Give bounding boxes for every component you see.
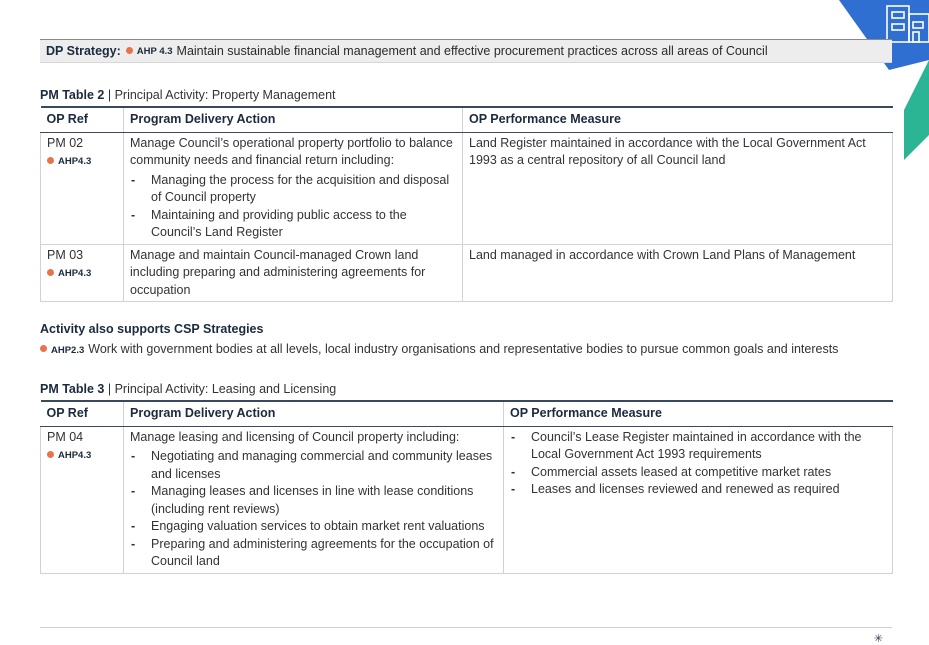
- ref-code: [47, 153, 117, 171]
- table-property-management: [40, 106, 893, 302]
- ref-code-text: AHP4.3: [58, 450, 92, 461]
- list-item: - Leases and licenses reviewed and renewed as required: [510, 481, 886, 499]
- ref-code: [47, 265, 117, 283]
- bullet-dot-icon: [47, 157, 54, 164]
- action-bullets: [130, 172, 456, 242]
- list-item: - Engaging valuation services to obtain market rent valuations: [130, 518, 497, 536]
- bullet-dot-icon: [126, 47, 133, 54]
- table2-subtitle: | Principal Activity: Property Management: [107, 88, 336, 102]
- header-op-performance-measure: OP Performance Measure: [504, 401, 893, 426]
- ref-code-text: AHP4.3: [58, 156, 92, 167]
- table-row: [41, 426, 893, 573]
- bullet-dot-icon: [40, 345, 47, 352]
- ref-code: [47, 447, 117, 465]
- table-row: [41, 244, 893, 302]
- header-op-ref: OP Ref: [41, 107, 124, 132]
- list-item: - Managing the process for the acquisition and disposal of Council property: [130, 172, 456, 207]
- csp-strategy-line: [40, 342, 838, 356]
- header-program-delivery-action: Program Delivery Action: [124, 401, 504, 426]
- table-row: [41, 132, 893, 244]
- measure-bullets: [510, 429, 886, 499]
- table2-caption: [40, 88, 336, 102]
- table-leasing-licensing: [40, 400, 893, 574]
- list-item: - Negotiating and managing commercial and community leases and licenses: [130, 448, 497, 483]
- list-item: - Commercial assets leased at competitive market rates: [510, 464, 886, 482]
- table3-subtitle: | Principal Activity: Leasing and Licensing: [107, 382, 337, 396]
- op-ref: PM 04: [47, 429, 84, 444]
- dp-strategy-label: DP Strategy:: [46, 44, 121, 58]
- csp-strategy-text: Work with government bodies at all levels, local industry organisations and representative bodies to pursue common goals and interests: [88, 342, 839, 356]
- ref-cell: [41, 132, 124, 244]
- footer-divider: [40, 627, 892, 628]
- table2-title: PM Table 2: [40, 88, 105, 102]
- table3-title: PM Table 3: [40, 382, 105, 396]
- action-cell: [124, 132, 463, 244]
- header-op-performance-measure: OP Performance Measure: [463, 107, 893, 132]
- bullet-dot-icon: [47, 269, 54, 276]
- table-header-row: [41, 401, 893, 426]
- dp-strategy-bar: [40, 39, 892, 63]
- measure-cell: Land managed in accordance with Crown Land Plans of Management: [463, 244, 893, 302]
- header-program-delivery-action: Program Delivery Action: [124, 107, 463, 132]
- action-bullets: [130, 448, 497, 571]
- action-text: Manage Council’s operational property portfolio to balance community needs and financial return including:: [130, 135, 453, 167]
- action-cell: Manage and maintain Council-managed Crown land including preparing and administering agreements for occupation: [124, 244, 463, 302]
- strategy-text: Maintain sustainable financial management and effective procurement practices across all areas of Council: [176, 44, 768, 58]
- ref-code-text: AHP4.3: [58, 268, 92, 279]
- table-header-row: [41, 107, 893, 132]
- csp-strategies-heading: Activity also supports CSP Strategies: [40, 322, 264, 336]
- measure-cell: Land Register maintained in accordance with the Local Government Act 1993 as a central repository of all Council land: [463, 132, 893, 244]
- bullet-dot-icon: [47, 451, 54, 458]
- csp-strategy-code: AHP2.3: [51, 345, 85, 356]
- list-item: - Preparing and administering agreements for the occupation of Council land: [130, 536, 497, 571]
- op-ref: PM 02: [47, 135, 84, 150]
- header-op-ref: OP Ref: [41, 401, 124, 426]
- action-text: Manage leasing and licensing of Council property including:: [130, 429, 460, 444]
- list-item: - Maintaining and providing public access to the Council’s Land Register: [130, 207, 456, 242]
- table3-caption: [40, 382, 336, 396]
- list-item: - Managing leases and licenses in line with lease conditions (including rent reviews): [130, 483, 497, 518]
- ref-cell: [41, 244, 124, 302]
- asterisk-icon: ✳: [873, 633, 883, 645]
- measure-cell: [504, 426, 893, 573]
- action-cell: [124, 426, 504, 573]
- op-ref: PM 03: [47, 247, 84, 262]
- list-item: - Council’s Lease Register maintained in accordance with the Local Government Act 1993 requirements: [510, 429, 886, 464]
- ref-cell: [41, 426, 124, 573]
- strategy-code: AHP 4.3: [136, 45, 173, 57]
